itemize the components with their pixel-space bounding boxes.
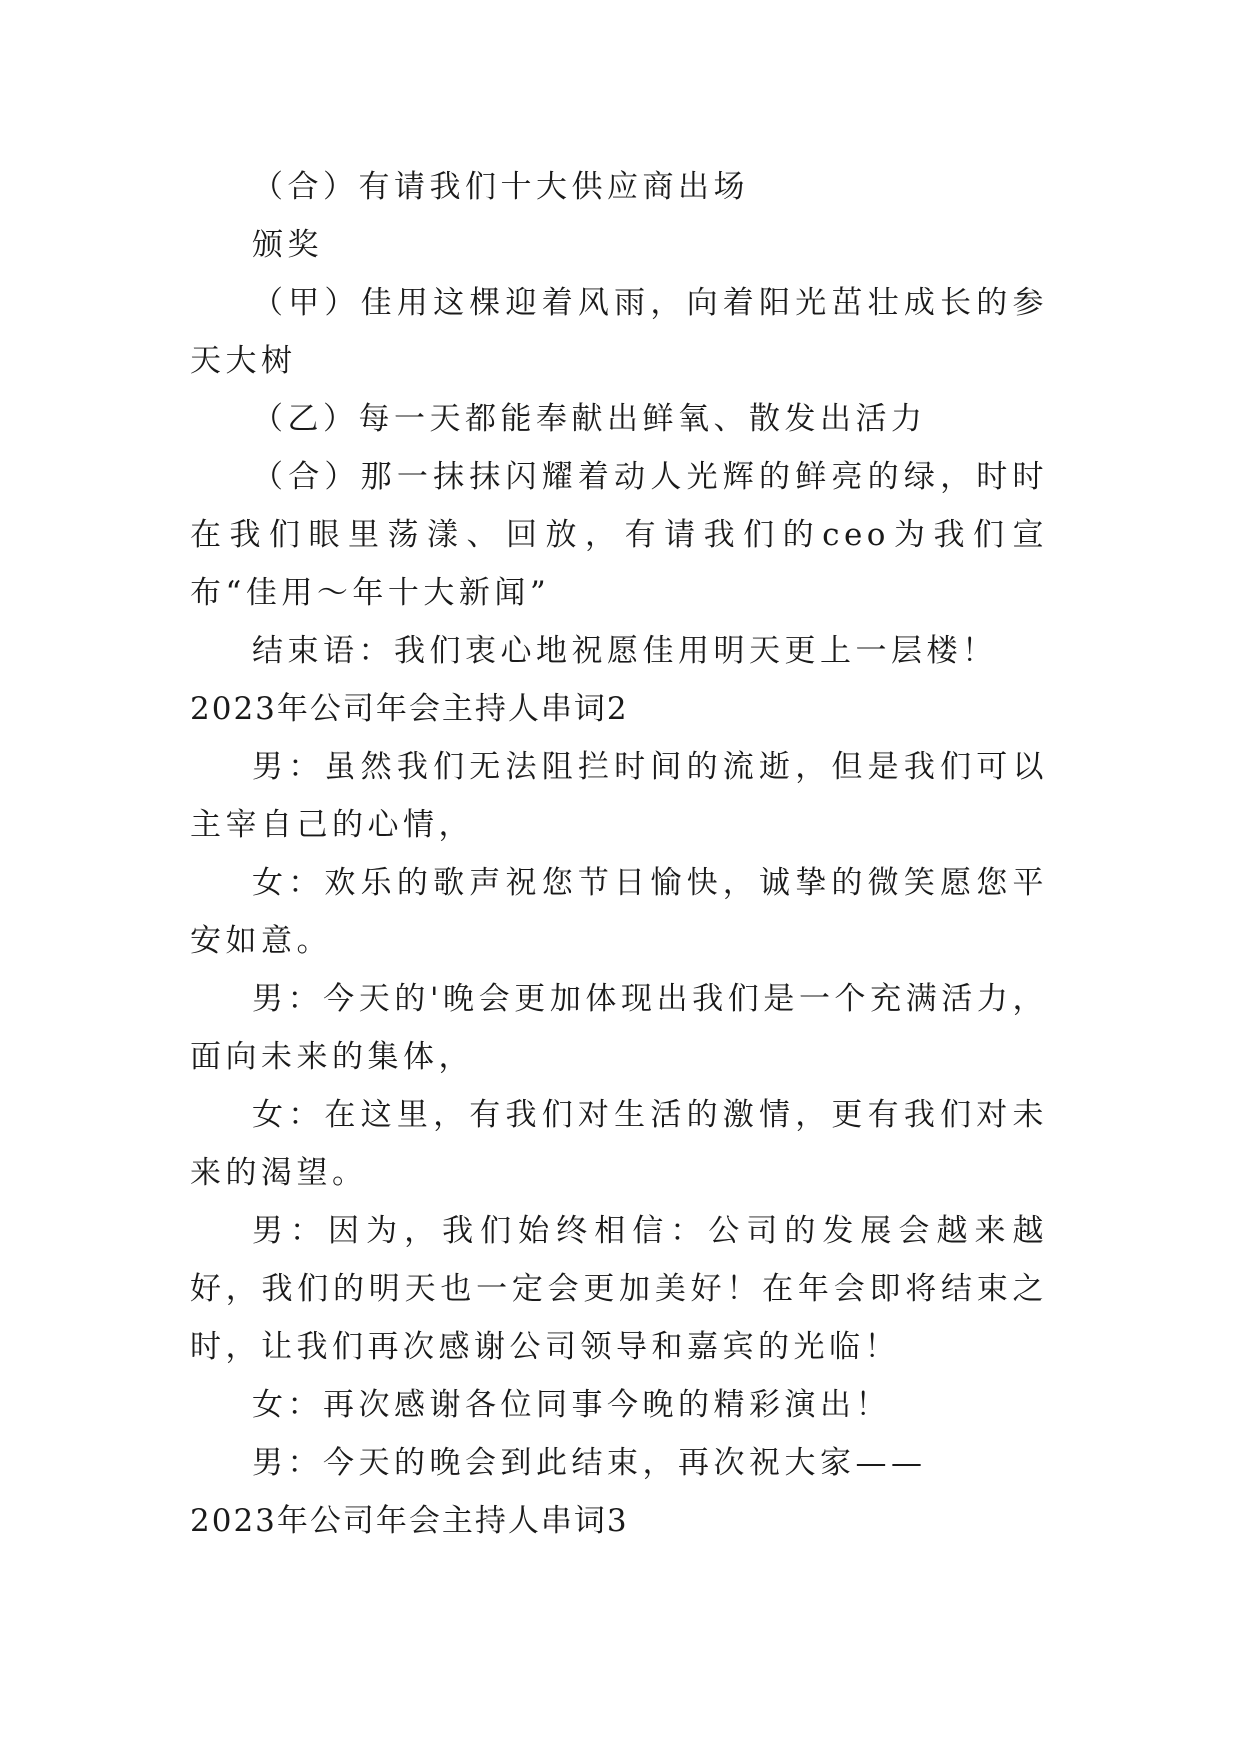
paragraph: 男：今天的'晚会更加体现出我们是一个充满活力，面向未来的集体，	[190, 981, 1048, 1075]
paragraph: 结束语：我们衷心地祝愿佳用明天更上一层楼！	[252, 633, 998, 669]
paragraph: （乙）每一天都能奉献出鲜氧、散发出活力	[252, 401, 927, 437]
paragraph: 女：在这里，有我们对生活的激情，更有我们对未来的渴望。	[190, 1097, 1048, 1191]
paragraph: 男：因为，我们始终相信：公司的发展会越来越好，我们的明天也一定会更加美好！在年会即将结束之时，让我们再次感谢公司领导和嘉宾的光临！	[190, 1213, 1048, 1365]
document-body	[190, 158, 1048, 1550]
paragraph: （合）那一抹抹闪耀着动人光辉的鲜亮的绿，时时在我们眼里荡漾、回放，有请我们的ceo为我们宣布“佳用～年十大新闻”	[190, 459, 1048, 611]
paragraph: 男：虽然我们无法阻拦时间的流逝，但是我们可以主宰自己的心情，	[190, 749, 1048, 843]
paragraph: 男：今天的晚会到此结束，再次祝大家——	[252, 1445, 927, 1481]
paragraph: 女：再次感谢各位同事今晚的精彩演出！	[252, 1387, 891, 1423]
section-heading: 2023年公司年会主持人串词2	[190, 691, 629, 727]
paragraph: 女：欢乐的歌声祝您节日愉快，诚挚的微笑愿您平安如意。	[190, 865, 1048, 959]
paragraph: （甲）佳用这棵迎着风雨，向着阳光茁壮成长的参天大树	[190, 285, 1048, 379]
paragraph: （合）有请我们十大供应商出场	[252, 169, 749, 205]
paragraph: 颁奖	[252, 227, 323, 263]
section-heading: 2023年公司年会主持人串词3	[190, 1503, 629, 1539]
